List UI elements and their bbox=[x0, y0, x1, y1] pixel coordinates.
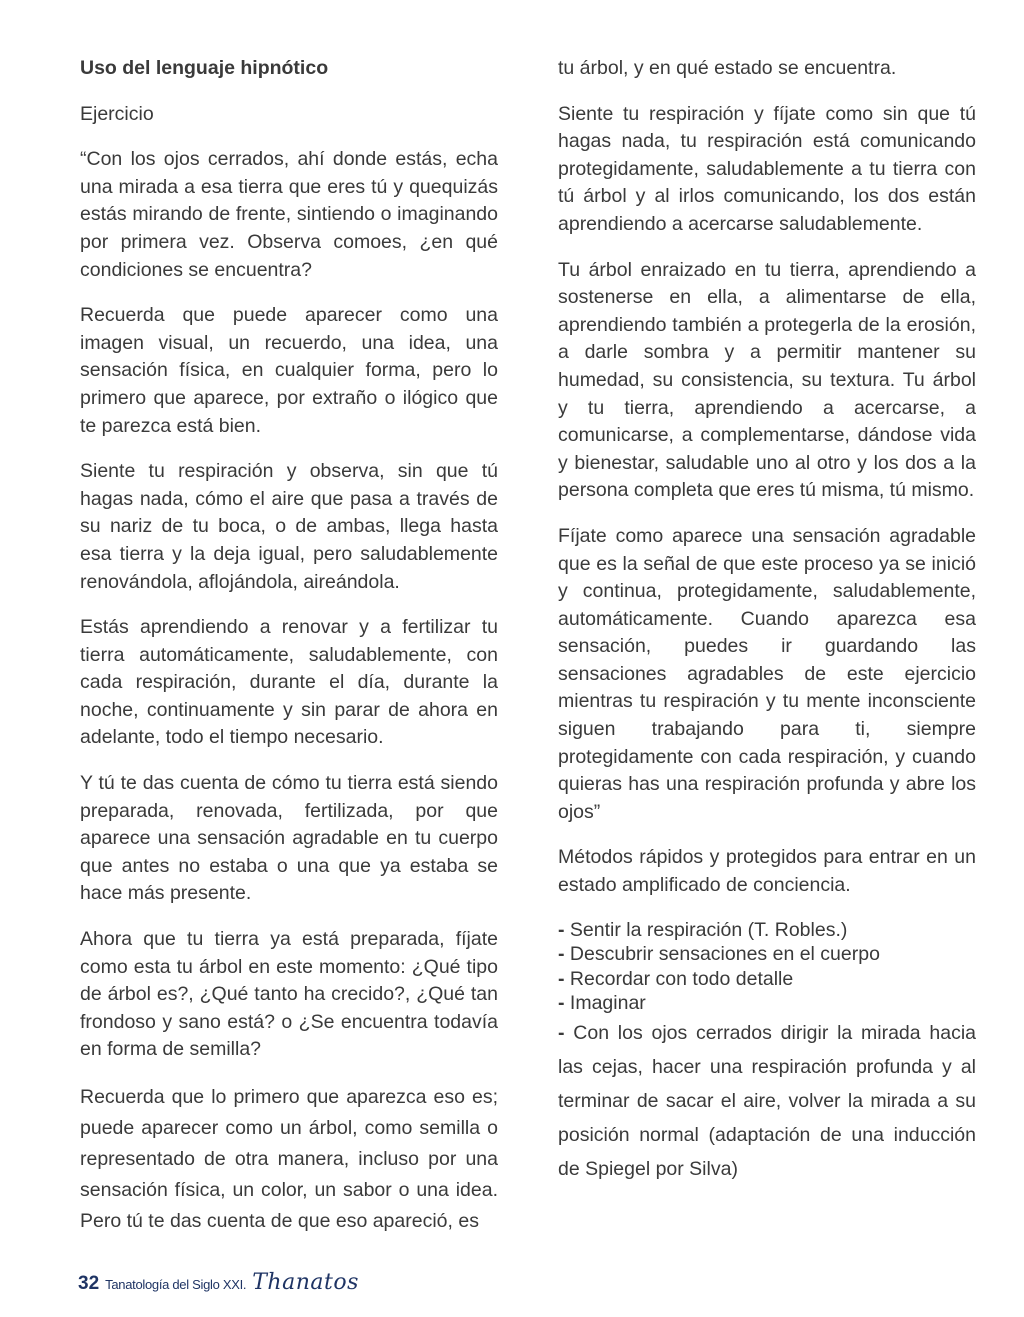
page-footer bbox=[78, 1270, 359, 1300]
paragraph: Recuerda que puede aparecer como una imagen visual, un recuerdo, una idea, una sensación física, en cualquier forma, pero lo primero que aparece, por extraño o ilógico que te parezca está bien. bbox=[80, 304, 498, 437]
paragraph: “Con los ojos cerrados, ahí donde estás, echa una mirada a esa tierra que eres tú y quequizás estás mirando de frente, sintiendo o imaginando por primera vez. Observa comoes, ¿en qué condiciones se encuentra? bbox=[80, 148, 498, 281]
paragraph: Siente tu respiración y observa, sin que tú hagas nada, cómo el aire que pasa a través de su nariz de tu boca, o de ambas, llega hasta esa tierra y la deja igual, pero saludablemente renovándola, aflojándola, aireándola. bbox=[80, 460, 498, 593]
paragraph: Recuerda que lo primero que aparezca eso es; puede aparecer como un árbol, como semilla o representado de otra manera, incluso por una sensación física, un color, un sabor o una idea. Pero tú te das cuenta de que eso apareció, es bbox=[80, 1086, 498, 1232]
methods-list bbox=[558, 918, 976, 1186]
list-item-text: Recordar con todo detalle bbox=[569, 967, 794, 990]
page-number: 32 bbox=[78, 1273, 100, 1294]
journal-name: Tanatología del Siglo XXI. bbox=[105, 1277, 247, 1292]
list-item bbox=[558, 1016, 976, 1186]
left-column bbox=[80, 55, 498, 1255]
paragraph: Tu árbol enraizado en tu tierra, aprendiendo a sostenerse en ella, a alimentarse de ella, aprendiendo también a protegerla de la erosión, a darle sombra y a permitir mantener su humedad, su consistencia, su textura. Tu árbol y tu tierra, aprendiendo a acercarse, a comunicarse, a complementarse, dándose vida y bienestar, saludable uno al otro y los dos a la persona completa que eres tú misma, tú mismo. bbox=[558, 258, 976, 502]
paragraph: Métodos rápidos y protegidos para entrar en un estado amplificado de conciencia. bbox=[558, 846, 976, 897]
paragraph: tu árbol, y en qué estado se encuentra. bbox=[558, 57, 897, 79]
list-item-text: Con los ojos cerrados dirigir la mirada hacia las cejas, hacer una respiración profunda y al terminar de sacar el aire, volver la mirada a su posición normal (adaptación de una inducción de Spiegel por Silva) bbox=[558, 1021, 976, 1180]
list-item-text: Sentir la respiración (T. Robles.) bbox=[569, 918, 848, 941]
list-item bbox=[558, 967, 976, 992]
paragraph: Siente tu respiración y fíjate como sin que tú hagas nada, tu respiración está comunicando protegidamente, saludablemente a tu tierra con tú árbol y al irlos comunicando, los dos están aprendiendo a acercarse saludablemente. bbox=[558, 102, 976, 235]
right-column bbox=[558, 55, 976, 1186]
list-marker: - bbox=[558, 967, 565, 990]
list-item bbox=[558, 942, 976, 967]
list-marker: - bbox=[558, 992, 565, 1015]
list-item bbox=[558, 991, 976, 1016]
list-item-text: Imaginar bbox=[569, 992, 646, 1015]
list-marker: - bbox=[558, 1021, 565, 1044]
list-marker: - bbox=[558, 918, 565, 941]
list-item bbox=[558, 918, 976, 943]
section-heading: Uso del lenguaje hipnótico bbox=[80, 57, 329, 79]
paragraph: Ahora que tu tierra ya está preparada, fíjate como esta tu árbol en este momento: ¿Qué tipo de árbol es?, ¿Qué tanto ha crecido?, ¿Qué tan frondoso y sano está? o ¿Se encuentra todavía en forma de semilla? bbox=[80, 928, 498, 1061]
paragraph: Y tú te das cuenta de cómo tu tierra está siendo preparada, renovada, fertilizada, por que aparece una sensación agradable en tu cuerpo que antes no estaba o una que ya estaba se hace más presente. bbox=[80, 772, 498, 905]
exercise-label: Ejercicio bbox=[80, 102, 154, 125]
paragraph: Estás aprendiendo a renovar y a fertilizar tu tierra automáticamente, saludablemente, con cada respiración, durante el día, durante la noche, continuamente y sin parar de ahora en adelante, todo el tiempo necesario. bbox=[80, 616, 498, 749]
paragraph: Fíjate como aparece una sensación agradable que es la señal de que este proceso ya se inició y continua, protegidamente, saludablemente, automáticamente. Cuando aparezca esa sensación, puedes ir guardando las sensaciones agradables de este ejercicio mientras tu respiración y tu mente inconsciente siguen trabajando para ti, siempre protegidamente con cada respiración, y cuando quieras has una respiración profunda y abre los ojos” bbox=[558, 524, 976, 823]
list-item-text: Descubrir sensaciones en el cuerpo bbox=[569, 943, 880, 966]
list-marker: - bbox=[558, 943, 565, 966]
journal-logo: Thanatos bbox=[252, 1270, 359, 1295]
